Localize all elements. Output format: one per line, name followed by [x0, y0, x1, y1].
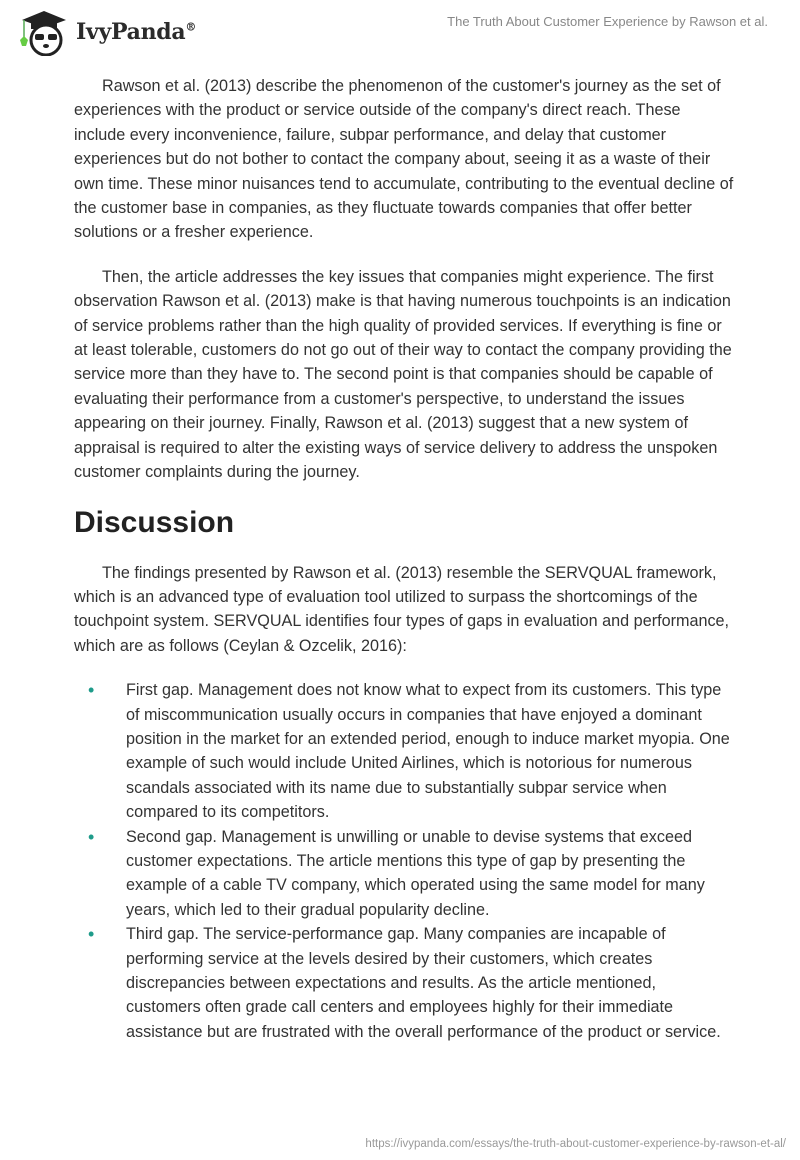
list-item: • Second gap. Management is unwilling or unable to devise systems that exceed customer expectations. The article mentions this type of gap by presenting the example of a cable TV company, which operated using the same model for many years, which led to their gradual popularity decline.	[88, 826, 705, 919]
source-url[interactable]: https://ivypanda.com/essays/the-truth-about-customer-experience-by-rawson-et-al/	[365, 1138, 786, 1150]
bullet-icon: •	[88, 924, 95, 945]
logo[interactable]	[16, 8, 196, 56]
paragraph: The findings presented by Rawson et al. (2013) resemble the SERVQUAL framework, which is an advanced type of evaluation tool utilized to surpass the shortcomings of the touchpoint system. SERVQUAL identifies four types of gaps in evaluation and performance, which are as follows (Ceylan & Ozcelik, 2016):	[74, 563, 730, 655]
essay-content	[74, 74, 734, 1044]
document-title: The Truth About Customer Experience by Rawson et al.	[447, 14, 768, 29]
list-item: • Third gap. The service-performance gap. Many companies are incapable of performing service at the levels desired by their customers, which creates discrepancies between expectations and results. As the article mentioned, customers often grade call centers and employees highly for their immediate assistance but are frustrated with the overall performance of the product or service.	[88, 924, 721, 1041]
paragraph: Then, the article addresses the key issues that companies might experience. The first observation Rawson et al. (2013) make is that having numerous touchpoints is an indication of service problems rather than the high quality of provided services. If everything is fine or at least tolerable, customers do not go out of their way to contact the company providing the service more than they have to. The second point is that companies should be capable of evaluating their performance from a customer's perspective, to understand the issues appearing on their journey. Finally, Rawson et al. (2013) suggest that a new system of appraisal is required to alter the existing ways of service delivery to address the unspoken customer complaints during the journey.	[74, 267, 732, 482]
bullet-icon: •	[88, 680, 95, 701]
bullet-icon: •	[88, 826, 95, 847]
panda-logo-icon	[16, 8, 70, 56]
logo-text: IvyPanda®	[76, 19, 197, 45]
gap-list	[74, 678, 734, 1044]
list-item: • First gap. Management does not know what to expect from its customers. This type of miscommunication usually occurs in companies that have enjoyed a dominant position in the market for an extended period, enough to induce market myopia. One example of such would include United Airlines, which is notorious for numerous scandals associated with its name due to substantially subpar service when compared to its competitors.	[88, 680, 730, 822]
section-heading: Discussion	[74, 505, 235, 539]
paragraph: Rawson et al. (2013) describe the phenomenon of the customer's journey as the set of experiences with the product or service outside of the company's direct reach. These include every inconvenience, failure, subpar performance, and delay that customer experiences but do not bother to contact the company about, seeing it as a waste of their own time. These minor nuisances tend to accumulate, contributing to the eventual decline of the customer base in companies, as they fluctuate towards companies that offer better solutions or a fresher experience.	[74, 77, 734, 242]
